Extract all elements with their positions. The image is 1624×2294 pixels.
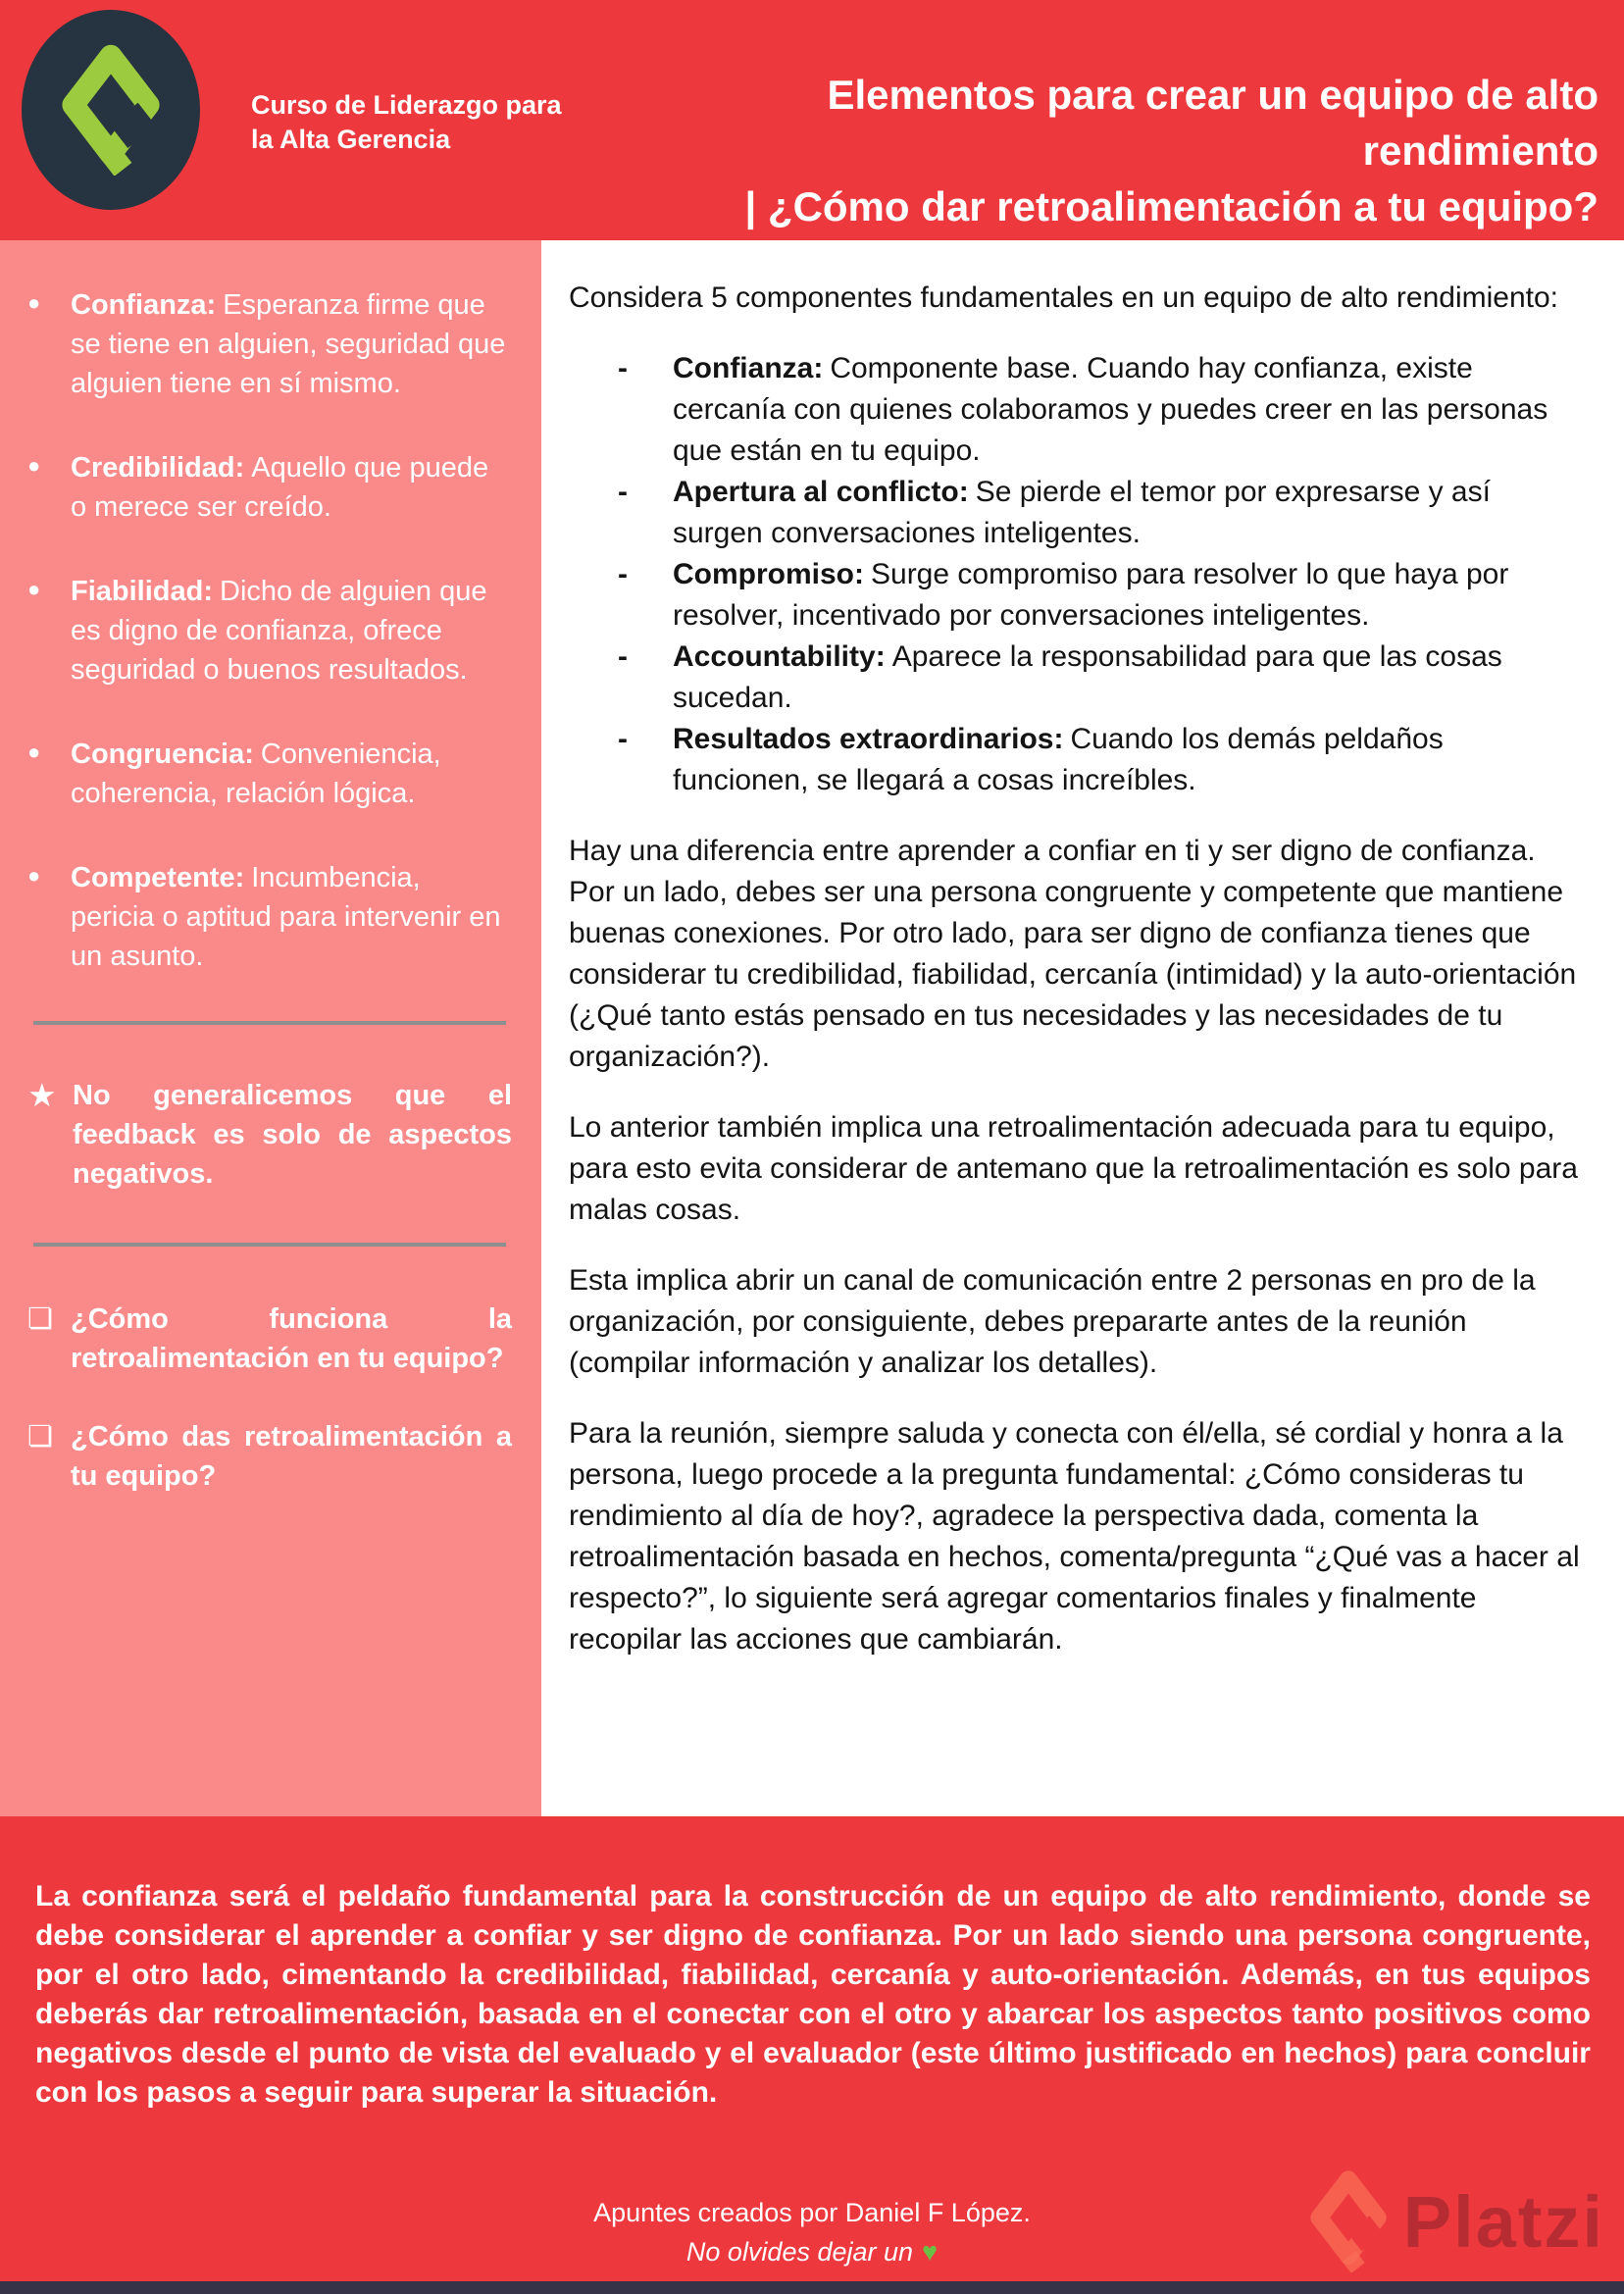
main-notes: [541, 240, 1624, 1816]
definition-text: Confianza: Esperanza firme que se tiene en alguien, seguridad que alguien tiene en sí mismo.: [71, 289, 506, 399]
star-icon: ★: [27, 1077, 57, 1113]
sidebar-cue-column: [0, 240, 541, 1816]
key-note-text: No generalicemos que el feedback es solo de aspectos negativos.: [73, 1080, 512, 1190]
green-heart-icon: ♥: [922, 2237, 939, 2267]
definition-term: Fiabilidad:: [71, 576, 213, 607]
divider: [33, 1021, 506, 1025]
platzi-watermark-icon: [1309, 2170, 1388, 2272]
definition-term: Credibilidad:: [71, 452, 245, 484]
definition-term: Confianza:: [71, 289, 217, 321]
definition-term: Competente:: [71, 862, 245, 893]
component-item: [618, 637, 1581, 719]
definition-item: [27, 285, 512, 403]
question-list: [27, 1300, 512, 1496]
component-term: Accountability:: [673, 640, 886, 673]
dash-icon: -: [618, 476, 628, 508]
bullet-icon: ●: [27, 290, 41, 315]
component-item: [618, 554, 1581, 637]
bullet-icon: ●: [27, 577, 41, 601]
dash-icon: -: [618, 723, 628, 755]
component-item: [618, 719, 1581, 801]
component-term: Resultados extraordinarios:: [673, 723, 1064, 755]
summary-text: La confianza será el peldaño fundamental para la construcción de un equipo de alto rendimiento, donde se debe considerar el aprender a confiar y ser digno de confianza. Por un lado siendo una persona congruente, por el otro lado, cimentando la credibilidad, fiabilidad, cercanía y auto-orientación. Además, en tus equipos deberás dar retroalimentación, basada en el conectar con el otro y abarcar los aspectos tanto positivos como negativos desde el punto de vista del evaluado y el evaluador (este último justificado en hechos) para concluir con los pasos a seguir para superar la situación.: [35, 1880, 1591, 2109]
header: [0, 0, 1624, 240]
key-note: [27, 1076, 512, 1194]
bullet-icon: ●: [27, 863, 41, 888]
definition-text: Credibilidad: Aquello que puede o merece ser creído.: [71, 452, 489, 523]
summary-section: [0, 1816, 1624, 2294]
component-text: Apertura al conflicto: Se pierde el temor por expresarse y así surgen conversaciones inteligentes.: [673, 476, 1491, 549]
component-item: [618, 472, 1581, 554]
component-text: Confianza: Componente base. Cuando hay confianza, existe cercanía con quienes colaboramos y puedes creer en las personas que están en tu equipo.: [673, 352, 1548, 467]
platzi-watermark: [1309, 2170, 1604, 2272]
definition-text: Congruencia: Conveniencia, coherencia, relación lógica.: [71, 739, 441, 809]
component-text: Compromiso: Surge compromiso para resolver lo que haya por resolver, incentivado por conversaciones inteligentes.: [673, 558, 1509, 632]
credits-line-2: No olvides dejar un ♥: [685, 2237, 939, 2267]
definition-item: [27, 858, 512, 976]
definition-text: Fiabilidad: Dicho de alguien que es digno de confianza, ofrece seguridad o buenos resultados.: [71, 576, 487, 686]
notes-paragraph: Hay una diferencia entre aprender a confiar en ti y ser digno de confianza. Por un lado, debes ser una persona congruente y competente que mantiene buenas conexiones. Por otro lado, para ser digno de confianza tienes que considerar tu credibilidad, fiabilidad, cercanía (intimidad) y la auto-orientación (¿Qué tanto estás pensado en tus necesidades y las necesidades de tu organización?).: [569, 835, 1577, 1073]
credits-line-1: Apuntes creados por Daniel F López.: [593, 2198, 1031, 2227]
question-item: [27, 1417, 512, 1496]
intro-paragraph: Considera 5 componentes fundamentales en un equipo de alto rendimiento:: [569, 281, 1559, 314]
component-term: Confianza:: [673, 352, 824, 384]
question-text: ¿Cómo das retroalimentación a tu equipo?: [71, 1421, 512, 1492]
page-title-line-2: | ¿Cómo dar retroalimentación a tu equipo?: [744, 183, 1599, 229]
question-text: ¿Cómo funciona la retroalimentación en tu equipo?: [71, 1303, 512, 1374]
notes-paragraph: Lo anterior también implica una retroalimentación adecuada para tu equipo, para esto evita considerar de antemano que la retroalimentación es solo para malas cosas.: [569, 1111, 1578, 1226]
dash-icon: -: [618, 352, 628, 384]
definition-item: [27, 572, 512, 689]
checkbox-icon: ❏: [27, 1303, 53, 1335]
definition-term: Congruencia:: [71, 739, 254, 770]
divider: [33, 1243, 506, 1247]
page-title: [608, 67, 1599, 234]
platzi-logo-icon: [62, 44, 160, 176]
question-item: [27, 1300, 512, 1378]
definition-item: [27, 735, 512, 813]
component-term: Apertura al conflicto:: [673, 476, 969, 508]
definition-text: Competente: Incumbencia, pericia o aptitud para intervenir en un asunto.: [71, 862, 501, 972]
component-list: [569, 348, 1581, 801]
page-title-line-1: Elementos para crear un equipo de alto rendimiento: [827, 72, 1599, 174]
component-text: Resultados extraordinarios: Cuando los demás peldaños funcionen, se llegará a cosas increíbles.: [673, 723, 1444, 796]
definition-item: [27, 448, 512, 527]
checkbox-icon: ❏: [27, 1421, 53, 1453]
bottom-bar: [0, 2281, 1624, 2294]
component-item: [618, 348, 1581, 472]
bullet-icon: ●: [27, 739, 41, 764]
course-name: Curso de Liderazgo para la Alta Gerencia: [251, 90, 562, 154]
component-term: Compromiso:: [673, 558, 864, 590]
platzi-watermark-text: Platzi: [1402, 2180, 1604, 2263]
dash-icon: -: [618, 640, 628, 673]
bullet-icon: ●: [27, 453, 41, 478]
component-text: Accountability: Aparece la responsabilidad para que las cosas sucedan.: [673, 640, 1502, 714]
notes-paragraph: Para la reunión, siempre saluda y conecta con él/ella, sé cordial y honra a la persona, luego procede a la pregunta fundamental: ¿Cómo consideras tu rendimiento al día de hoy?, agradece la perspectiva dada, comenta la retroalimentación basada en hechos, comenta/pregunta “¿Qué vas a hacer al respecto?”, lo siguiente será agregar comentarios finales y finalmente recopilar las acciones que cambiarán.: [569, 1417, 1580, 1656]
platzi-logo-badge: [22, 10, 200, 210]
dash-icon: -: [618, 558, 628, 590]
notes-paragraph: Esta implica abrir un canal de comunicación entre 2 personas en pro de la organización, por consiguiente, debes prepararte antes de la reunión (compilar información y analizar los detalles).: [569, 1264, 1536, 1379]
